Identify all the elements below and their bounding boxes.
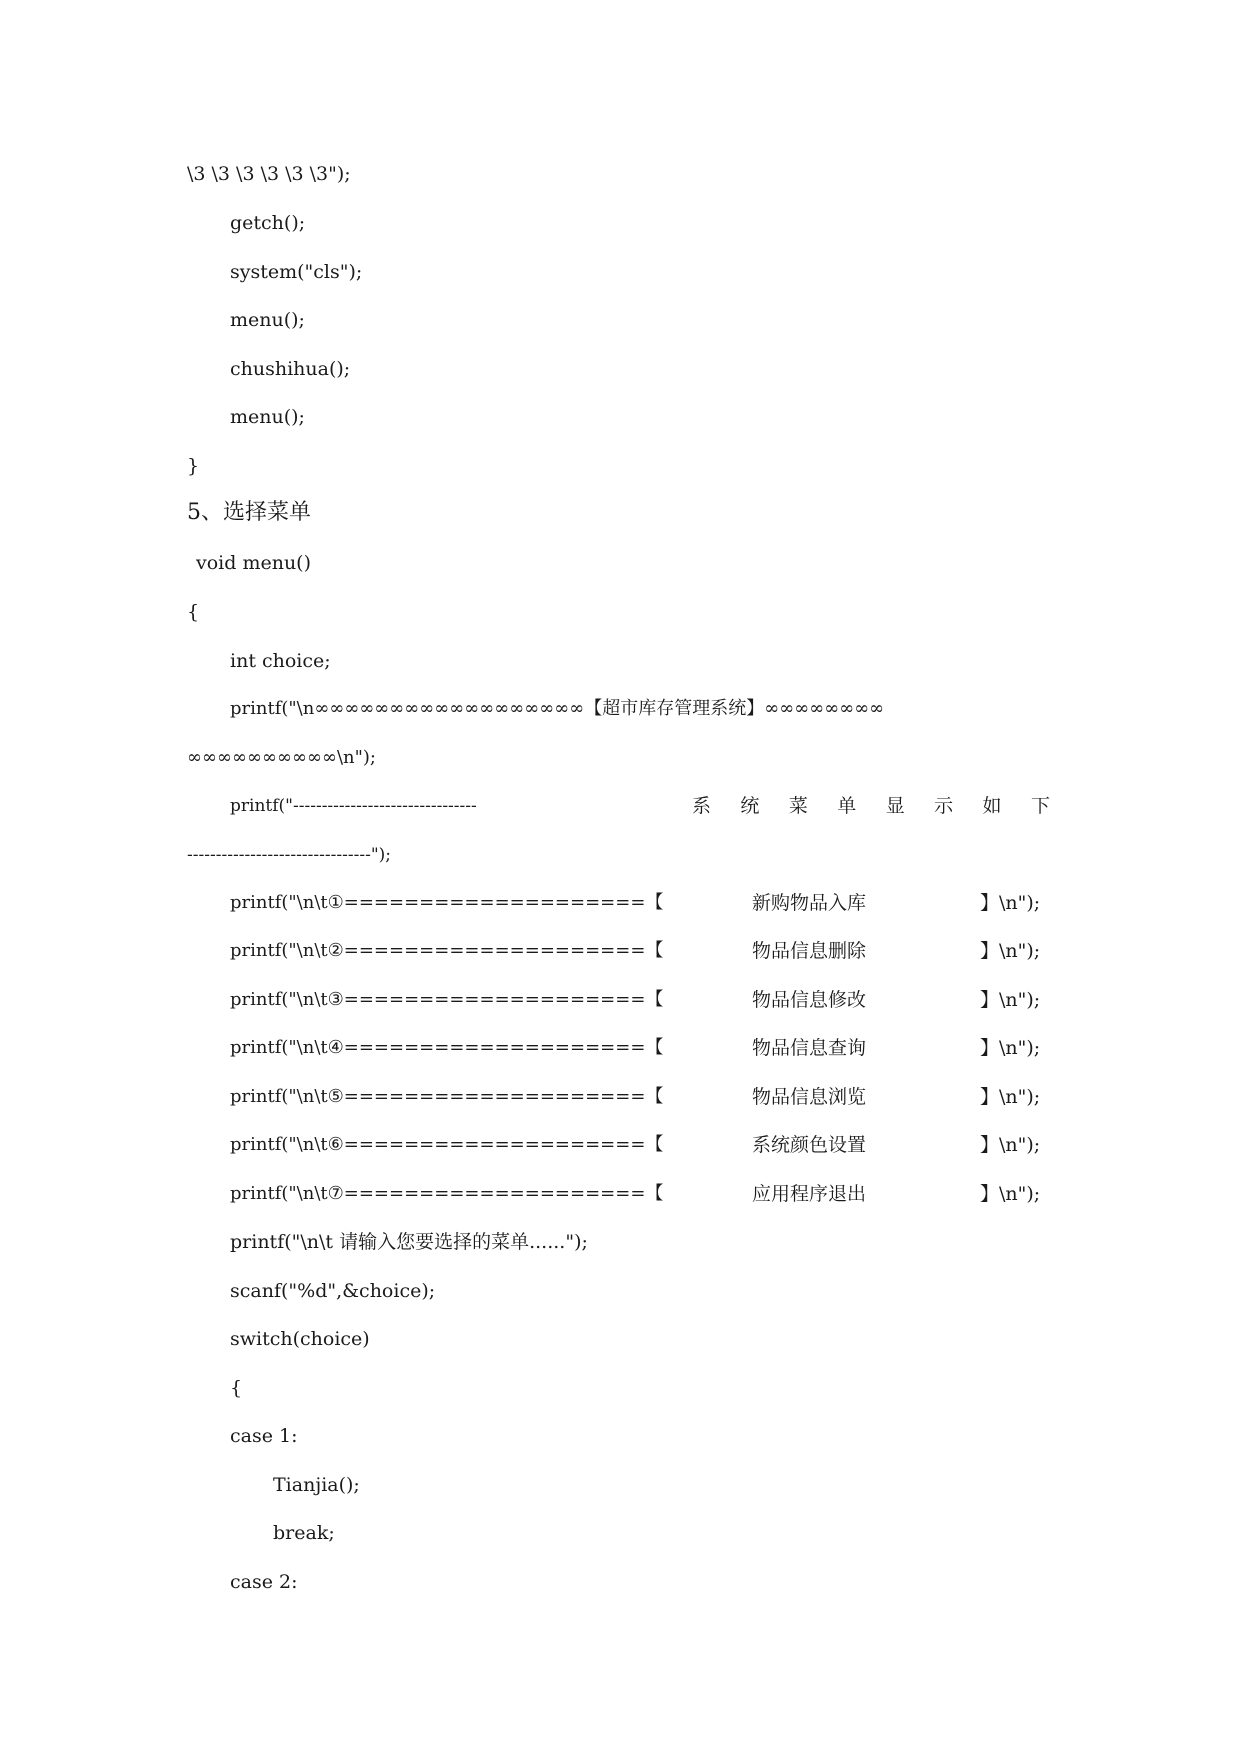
heading-char: 系 [692, 795, 712, 817]
heading-char: 如 [982, 795, 1002, 817]
menu-row-prefix: printf("\n\t③====================【 [230, 989, 664, 1010]
code-line: } [187, 455, 200, 477]
printf-prefix: printf("-------------------------------- [230, 796, 477, 816]
heading-char: 菜 [788, 795, 808, 817]
menu-row-label: 应用程序退出 [752, 1183, 867, 1205]
menu-row-prefix: printf("\n\t⑤====================【 [230, 1086, 664, 1107]
menu-row-label: 物品信息修改 [752, 989, 867, 1011]
menu-row-label: 物品信息浏览 [752, 1086, 867, 1108]
menu-row-suffix: 】\n"); [980, 1086, 1041, 1108]
code-line: --------------------------------"); [187, 845, 391, 865]
menu-row-label: 新购物品入库 [752, 892, 867, 914]
menu-row-prefix: printf("\n\t④====================【 [230, 1037, 664, 1058]
menu-row-prefix: printf("\n\t②====================【 [230, 940, 664, 961]
code-line: menu(); [230, 309, 305, 331]
menu-row-suffix: 】\n"); [980, 1183, 1041, 1205]
code-line: int choice; [230, 650, 331, 672]
heading-char: 统 [740, 795, 760, 817]
heading-char: 下 [1030, 795, 1050, 817]
code-line: \3 \3 \3 \3 \3 \3"); [187, 163, 351, 185]
section-heading: 5、选择菜单 [187, 500, 311, 525]
menu-row [230, 1181, 1070, 1207]
code-line: chushihua(); [230, 358, 351, 380]
code-line: case 2: [230, 1571, 298, 1593]
menu-row-prefix: printf("\n\t⑦====================【 [230, 1183, 664, 1204]
menu-row [230, 1035, 1070, 1061]
menu-row [230, 1132, 1070, 1158]
code-line: scanf("%d",&choice); [230, 1280, 436, 1302]
heading-char: 单 [837, 795, 857, 817]
code-line: case 1: [230, 1425, 298, 1447]
menu-row-suffix: 】\n"); [980, 892, 1041, 914]
heading-char: 示 [934, 795, 954, 817]
code-line: printf("\n∞∞∞∞∞∞∞∞∞∞∞∞∞∞∞∞∞∞【超市库存管理系统】∞∞∞∞∞∞∞∞ [230, 698, 885, 719]
menu-row-label: 物品信息删除 [752, 940, 867, 962]
code-line: void menu() [196, 552, 312, 574]
menu-row-prefix: printf("\n\t⑥====================【 [230, 1134, 664, 1155]
code-line: getch(); [230, 212, 306, 234]
spaced-heading [692, 793, 1050, 819]
menu-row [230, 890, 1070, 916]
menu-row-suffix: 】\n"); [980, 940, 1041, 962]
menu-row [230, 1084, 1070, 1110]
menu-row [230, 938, 1070, 964]
code-line: break; [273, 1522, 335, 1544]
code-line: { [230, 1377, 243, 1399]
code-line: { [187, 601, 200, 623]
menu-row-label: 系统颜色设置 [752, 1134, 867, 1156]
code-line: ∞∞∞∞∞∞∞∞∞∞\n"); [187, 747, 376, 768]
code-line: menu(); [230, 406, 305, 428]
menu-row-prefix: printf("\n\t①====================【 [230, 892, 664, 913]
code-line: switch(choice) [230, 1328, 370, 1350]
code-line: system("cls"); [230, 261, 363, 283]
code-line: Tianjia(); [273, 1474, 360, 1496]
menu-row-label: 物品信息查询 [752, 1037, 867, 1059]
heading-char: 显 [885, 795, 905, 817]
menu-row [230, 987, 1070, 1013]
code-line: printf("\n\t 请输入您要选择的菜单......"); [230, 1231, 588, 1253]
menu-row-suffix: 】\n"); [980, 989, 1041, 1011]
menu-row-suffix: 】\n"); [980, 1037, 1041, 1059]
menu-row-suffix: 】\n"); [980, 1134, 1041, 1156]
